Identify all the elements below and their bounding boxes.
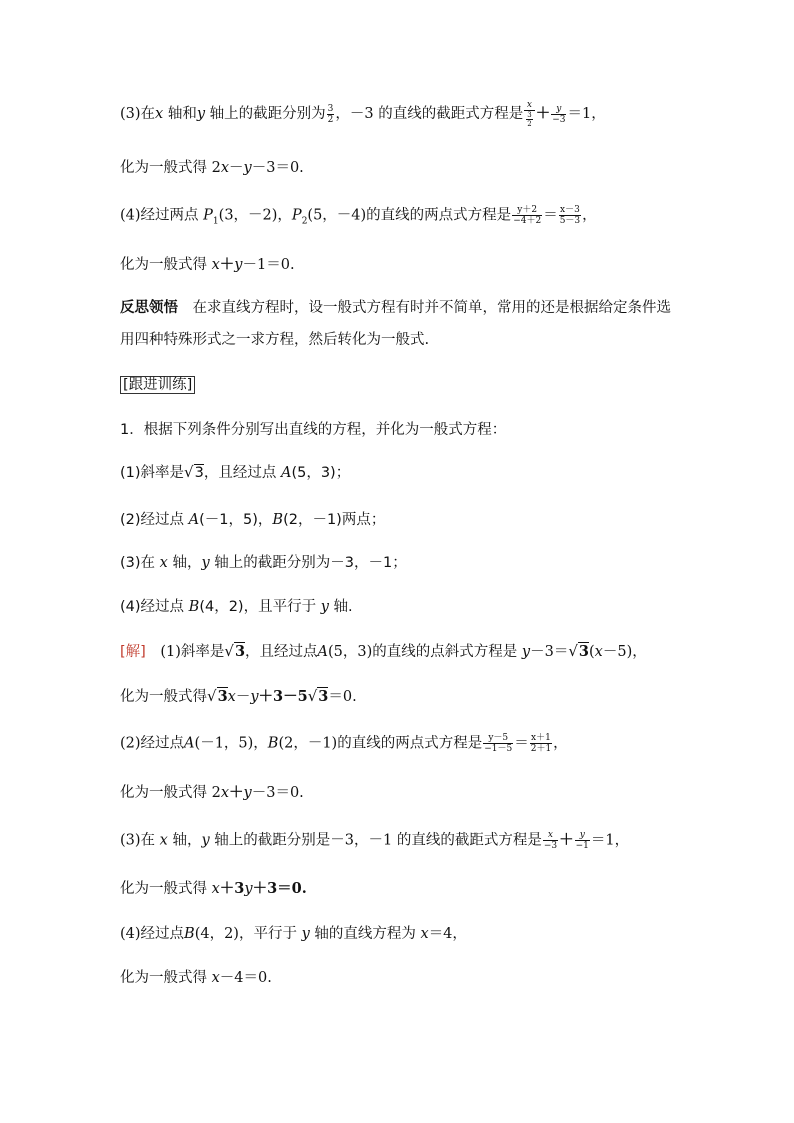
fraction-x1-over-2plus1: $\frac{x+1}{2+1}$ [530, 733, 552, 754]
sqrt-3: √3 [184, 463, 204, 481]
fraction-y-over-neg3: $\frac{y}{-3}$ [552, 103, 566, 125]
question-1-part-4: (4)经过点 B(4，2)，且平行于 y 轴. [120, 599, 353, 615]
question-1-part-3: (3)在 x 轴，y 轴上的截距分别为－3，－1； [120, 555, 407, 571]
question-1: 1．根据下列条件分别写出直线的方程，并化为一般式方程： [120, 422, 507, 438]
fraction-3-over-2: $\frac{3}{2}$ [327, 103, 334, 125]
fraction-y5-over-neg1minus5: $\frac{y-5}{-1-5}$ [484, 733, 513, 754]
reflection-title: 反思领悟 [120, 300, 178, 316]
line-general-form-2: 化为一般式得 x＋y－1＝0. [120, 256, 295, 273]
solution-3: (3)在 x 轴，y 轴上的截距分别是－3，－1 的直线的截距式方程是 $\frac{x}{-3}$ ＋ $\frac{y}{-1}$ ＝1， [120, 830, 630, 851]
solution-label: [解] [120, 644, 146, 660]
line-3-intercept: (3)在x 轴和y 轴上的截距分别为 $\frac{3}{2}$ ，－3 的直线的截距式方程是 $\frac{x}{\frac{3}{2}}$ ＋ $\frac{y}{-3}$ ＝1， [120, 100, 606, 128]
solution-2-general: 化为一般式得 2x＋y－3＝0. [120, 784, 304, 801]
solution-1: [解] (1)斜率是√3，且经过点A(5，3)的直线的点斜式方程是 y－3＝√3(x－5)， [120, 642, 647, 660]
solution-4-general: 化为一般式得 x－4＝0. [120, 970, 272, 986]
sqrt-3: √3 [207, 687, 228, 705]
reflection-paragraph: 反思领悟 在求直线方程时，设一般式方程有时并不简单，常用的还是根据给定条件选用四种特殊形式之一求方程，然后转化为一般式. [120, 300, 671, 348]
question-1-part-1: (1)斜率是√3，且经过点 A(5，3)； [120, 463, 351, 481]
solution-1-general: 化为一般式得√3x－y＋3－5√3＝0. [120, 687, 357, 705]
solution-2: (2)经过点A(－1，5)，B(2，－1)的直线的两点式方程是 $\frac{y-5}{-1-5}$ ＝ $\frac{x+1}{2+1}$ ， [120, 733, 568, 754]
sqrt-3: √3 [307, 687, 329, 705]
fraction-y2-over-neg4plus2: $\frac{y+2}{-4+2}$ [513, 205, 542, 226]
solution-3-general: 化为一般式得 x＋3y＋3＝0. [120, 880, 307, 897]
fraction-x-over-neg3: $\frac{x}{-3}$ [543, 830, 558, 851]
fraction-x-over-3-halves: $\frac{x}{\frac{3}{2}}$ [524, 100, 534, 128]
follow-up-tag: [跟进训练] [120, 375, 195, 395]
fraction-y-over-neg1: $\frac{y}{-1}$ [575, 830, 589, 851]
question-1-part-2: (2)经过点 A(－1，5)，B(2，－1)两点； [120, 512, 386, 528]
fraction-x3-over-5minus3: $\frac{x-3}{5-3}$ [559, 205, 581, 226]
line-two-point: (4)经过两点 $P_1(3$，－2)，$P_2(5$，－4)的直线的两点式方程是 $\frac{y+2}{-4+2}$ ＝ $\frac{x-3}{5-3}$ ， [120, 205, 597, 227]
sqrt-3: √3 [224, 642, 246, 660]
line-general-form-1: 化为一般式得 2x－y－3＝0. [120, 160, 304, 176]
sqrt-3: √3 [568, 642, 589, 660]
solution-4: (4)经过点B(4，2)，平行于 y 轴的直线方程为 x＝4， [120, 926, 467, 942]
